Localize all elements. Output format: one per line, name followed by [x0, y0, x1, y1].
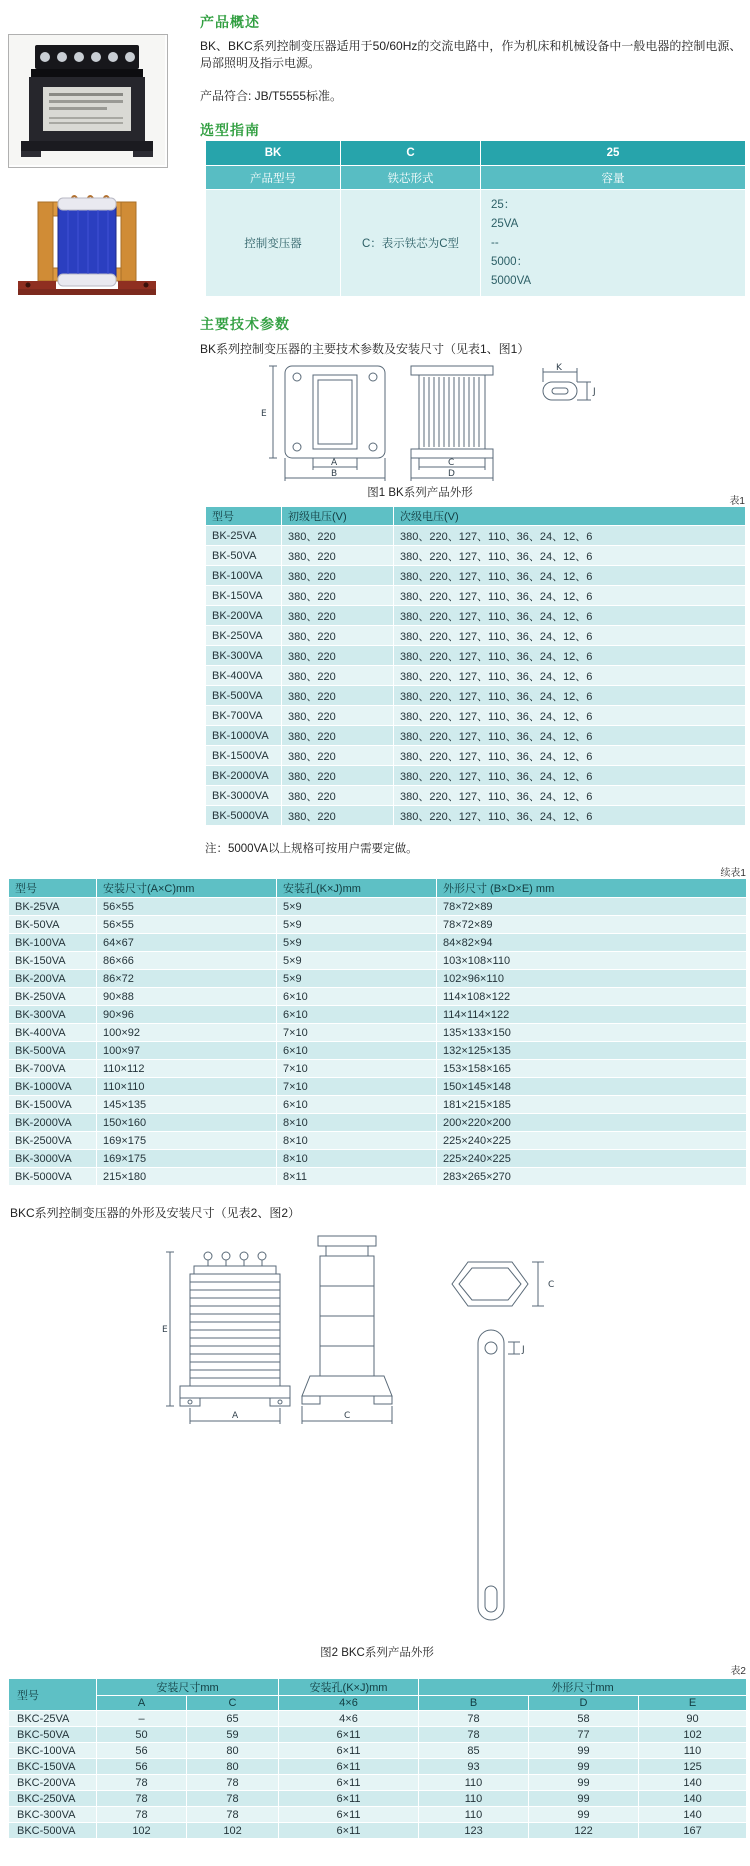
- table-cell: BKC-25VA: [9, 1711, 97, 1727]
- table-cell: 4×6: [279, 1711, 419, 1727]
- column-header-model: 型号: [206, 507, 282, 526]
- table-cell: 6×11: [279, 1791, 419, 1807]
- table-cell: 6×11: [279, 1759, 419, 1775]
- table-cell: BK-1500VA: [206, 746, 282, 766]
- table-row: [9, 1114, 747, 1132]
- table-row: [9, 1791, 747, 1807]
- table-cell: 200×220×200: [437, 1114, 747, 1132]
- table-cell: 380、220、127、110、36、24、12、6: [394, 626, 746, 646]
- table-row: [9, 1006, 747, 1024]
- table-cell: 114×108×122: [437, 988, 747, 1006]
- table-cell: BK-2500VA: [9, 1132, 97, 1150]
- table-row: [9, 1823, 747, 1839]
- selection-subheader-model: 产品型号: [206, 166, 341, 190]
- table-cell: 99: [529, 1743, 639, 1759]
- table-cell: 380、220、127、110、36、24、12、6: [394, 606, 746, 626]
- table-cell: BKC-200VA: [9, 1775, 97, 1791]
- table-cell: 6×11: [279, 1775, 419, 1791]
- table-cell: BK-1000VA: [9, 1078, 97, 1096]
- table-cell: BK-200VA: [206, 606, 282, 626]
- table-cell: 169×175: [97, 1132, 277, 1150]
- table-row: [9, 970, 747, 988]
- selection-value-capacity: [481, 190, 746, 297]
- table-row: [9, 1807, 747, 1823]
- table-cell: 99: [529, 1775, 639, 1791]
- table-cell: 77: [529, 1727, 639, 1743]
- dimension-label: E: [261, 409, 267, 419]
- table-cell: 380、220: [282, 586, 394, 606]
- column-subheader-c: C: [187, 1696, 279, 1711]
- figure2-drawing: [160, 1226, 620, 1634]
- capacity-line: --: [491, 236, 499, 249]
- table-cell: 380、220、127、110、36、24、12、6: [394, 746, 746, 766]
- table-cell: 56×55: [97, 916, 277, 934]
- table-cell: 110: [639, 1743, 747, 1759]
- table-cell: 110: [419, 1775, 529, 1791]
- table-cell: 78×72×89: [437, 898, 747, 916]
- table-cell: BKC-300VA: [9, 1807, 97, 1823]
- table-cell: 90×88: [97, 988, 277, 1006]
- table-cell: 56: [97, 1759, 187, 1775]
- table-row: [206, 806, 746, 826]
- table-cell: 6×11: [279, 1807, 419, 1823]
- table-cell: BKC-500VA: [9, 1823, 97, 1839]
- table2-tag: 表2: [730, 1666, 746, 1677]
- table-cell: 181×215×185: [437, 1096, 747, 1114]
- dimension-label: E: [162, 1325, 168, 1335]
- table-cell: 380、220: [282, 786, 394, 806]
- column-header-model: 型号: [9, 1679, 97, 1711]
- table-cell: 84×82×94: [437, 934, 747, 952]
- table-cell: 99: [529, 1807, 639, 1823]
- table-cell: 85: [419, 1743, 529, 1759]
- capacity-line: 25VA: [491, 217, 519, 230]
- capacity-line: 5000：: [491, 255, 529, 268]
- table-cell: 102: [97, 1823, 187, 1839]
- table-cell: 380、220: [282, 526, 394, 546]
- table-cell: 380、220、127、110、36、24、12、6: [394, 726, 746, 746]
- table-cell: 6×10: [277, 1042, 437, 1060]
- table-cell: BK-250VA: [206, 626, 282, 646]
- table-cell: 225×240×225: [437, 1150, 747, 1168]
- table-cell: 102×96×110: [437, 970, 747, 988]
- table-cell: 145×135: [97, 1096, 277, 1114]
- table-cell: 380、220、127、110、36、24、12、6: [394, 766, 746, 786]
- standard-note: 产品符合: JB/T5555标准。: [200, 89, 343, 103]
- table-cell: 8×10: [277, 1150, 437, 1168]
- table-cell: BK-700VA: [9, 1060, 97, 1078]
- table-cell: 6×10: [277, 1006, 437, 1024]
- table-cell: 122: [529, 1823, 639, 1839]
- table-cell: BK-500VA: [9, 1042, 97, 1060]
- table-cell: 86×66: [97, 952, 277, 970]
- table-cell: BK-2000VA: [206, 766, 282, 786]
- dimension-label: K: [556, 363, 562, 373]
- table-cell: 78: [187, 1807, 279, 1823]
- table-row: [206, 626, 746, 646]
- dimension-label: A: [331, 458, 338, 468]
- dimension-label: D: [448, 469, 455, 479]
- capacity-line: 25：: [491, 198, 516, 211]
- table-cell: 65: [187, 1711, 279, 1727]
- table-cell: 8×10: [277, 1132, 437, 1150]
- dimension-label: C: [344, 1411, 351, 1421]
- column-header-holes: 安装孔(K×J)mm: [279, 1679, 419, 1696]
- table-cell: 380、220: [282, 566, 394, 586]
- table-cell: 58: [529, 1711, 639, 1727]
- table-cell: BK-3000VA: [206, 786, 282, 806]
- table-row: [9, 1727, 747, 1743]
- table-cell: 153×158×165: [437, 1060, 747, 1078]
- table-cell: 225×240×225: [437, 1132, 747, 1150]
- table-cell: 110: [419, 1791, 529, 1807]
- table-cell: 99: [529, 1791, 639, 1807]
- table-cell: 93: [419, 1759, 529, 1775]
- table-cell: 78: [97, 1775, 187, 1791]
- table-cell: BK-1500VA: [9, 1096, 97, 1114]
- table-cell: 380、220: [282, 806, 394, 826]
- selection-value-model: 控制变压器: [206, 190, 341, 297]
- column-header-secondary: 次级电压(V): [394, 507, 746, 526]
- table-body: [206, 526, 746, 826]
- column-subheader-b: B: [419, 1696, 529, 1711]
- figure1-caption: 图1 BK系列产品外形: [367, 487, 473, 499]
- table-cell: 380、220、127、110、36、24、12、6: [394, 586, 746, 606]
- table1-tag: 表1: [729, 496, 745, 507]
- table-cell: BK-400VA: [206, 666, 282, 686]
- table-row: [9, 934, 747, 952]
- table-row: [206, 526, 746, 546]
- table-cell: 102: [639, 1727, 747, 1743]
- table-cell: BK-50VA: [206, 546, 282, 566]
- table-cell: 78: [187, 1791, 279, 1807]
- table-row: [9, 1168, 747, 1186]
- table-header-row: [9, 879, 747, 898]
- table-subheader-row: [9, 1696, 747, 1711]
- table-cell: 380、220: [282, 726, 394, 746]
- table-cell: 7×10: [277, 1060, 437, 1078]
- column-header-mounting: 安装尺寸mm: [97, 1679, 279, 1696]
- selection-header-25: 25: [481, 141, 746, 166]
- table-cell: BK-400VA: [9, 1024, 97, 1042]
- table-cell: 215×180: [97, 1168, 277, 1186]
- column-header-mounting: 安装尺寸(A×C)mm: [97, 879, 277, 898]
- table-cell: BK-300VA: [9, 1006, 97, 1024]
- table-cell: 7×10: [277, 1024, 437, 1042]
- table-cell: 6×10: [277, 988, 437, 1006]
- table-cell: 169×175: [97, 1150, 277, 1168]
- table-cell: BK-300VA: [206, 646, 282, 666]
- column-subheader-e: E: [639, 1696, 747, 1711]
- table-header-row: [206, 507, 746, 526]
- table-cell: BK-500VA: [206, 686, 282, 706]
- column-subheader-hole: 4×6: [279, 1696, 419, 1711]
- table-cell: 380、220、127、110、36、24、12、6: [394, 786, 746, 806]
- table-row: [9, 1024, 747, 1042]
- table-cell: BKC-50VA: [9, 1727, 97, 1743]
- table-row: [9, 1132, 747, 1150]
- table-header-row: [9, 1679, 747, 1696]
- table-cell: 78×72×89: [437, 916, 747, 934]
- table-cell: 6×11: [279, 1823, 419, 1839]
- table1-dimensions: [8, 878, 747, 1186]
- table-row: [9, 1078, 747, 1096]
- table-cell: 380、220: [282, 546, 394, 566]
- table-body: [9, 898, 747, 1186]
- table-cell: BK-150VA: [206, 586, 282, 606]
- table1-electrical: [205, 506, 746, 826]
- dimension-label: C: [548, 1280, 555, 1290]
- table-cell: 8×10: [277, 1114, 437, 1132]
- table-cell: 86×72: [97, 970, 277, 988]
- table-cell: 380、220、127、110、36、24、12、6: [394, 666, 746, 686]
- tech-intro: BK系列控制变压器的主要技术参数及安装尺寸（见表1、图1）: [200, 342, 530, 356]
- table-cell: 110×110: [97, 1078, 277, 1096]
- table-cell: 380、220、127、110、36、24、12、6: [394, 806, 746, 826]
- table-cell: 6×10: [277, 1096, 437, 1114]
- selection-subheader-capacity: 容量: [481, 166, 746, 190]
- table-row: [206, 666, 746, 686]
- table-cell: 283×265×270: [437, 1168, 747, 1186]
- table-cell: BKC-100VA: [9, 1743, 97, 1759]
- table1-note: 注：5000VA以上规格可按用户需要定做。: [205, 843, 418, 855]
- table-row: [206, 646, 746, 666]
- table-cell: 59: [187, 1727, 279, 1743]
- table-row: [9, 1042, 747, 1060]
- table-cell: BK-2000VA: [9, 1114, 97, 1132]
- table-row: [206, 686, 746, 706]
- overview-heading: 产品概述: [200, 14, 260, 30]
- selection-value-row: [206, 190, 746, 297]
- capacity-line: 5000VA: [491, 274, 532, 287]
- table-cell: 100×97: [97, 1042, 277, 1060]
- table-cell: 380、220、127、110、36、24、12、6: [394, 686, 746, 706]
- table-row: [9, 898, 747, 916]
- table-cell: 380、220、127、110、36、24、12、6: [394, 546, 746, 566]
- table-cell: 5×9: [277, 934, 437, 952]
- product-photo-bkc: [8, 186, 166, 304]
- table-cell: 90: [639, 1711, 747, 1727]
- table-cell: BK-250VA: [9, 988, 97, 1006]
- table-cell: 6×11: [279, 1727, 419, 1743]
- table-cell: 110: [419, 1807, 529, 1823]
- table-body: [9, 1711, 747, 1839]
- table-cell: BK-1000VA: [206, 726, 282, 746]
- table-row: [9, 1743, 747, 1759]
- dimension-label: A: [232, 1411, 239, 1421]
- table-row: [9, 952, 747, 970]
- selection-subheader-core: 铁芯形式: [341, 166, 481, 190]
- table-cell: 103×108×110: [437, 952, 747, 970]
- table-cell: BK-150VA: [9, 952, 97, 970]
- table-cell: 80: [187, 1759, 279, 1775]
- table-cell: 123: [419, 1823, 529, 1839]
- bk-transformer-image: [9, 35, 165, 165]
- table-cell: 380、220、127、110、36、24、12、6: [394, 646, 746, 666]
- overview-paragraph: BK、BKC系列控制变压器适用于50/60Hz的交流电路中，作为机床和机械设备中一般电器的控制电源、局部照明及指示电源。: [200, 39, 742, 70]
- table-cell: 78: [419, 1727, 529, 1743]
- selection-subheader-row: [206, 166, 746, 190]
- table-cell: BKC-150VA: [9, 1759, 97, 1775]
- table-cell: 380、220: [282, 626, 394, 646]
- table-cell: 100×92: [97, 1024, 277, 1042]
- table-cell: 380、220: [282, 766, 394, 786]
- table-cell: 5×9: [277, 970, 437, 988]
- table-cell: BK-200VA: [9, 970, 97, 988]
- table-row: [206, 546, 746, 566]
- table-cell: BK-3000VA: [9, 1150, 97, 1168]
- table-cell: 380、220: [282, 666, 394, 686]
- table-cell: BK-700VA: [206, 706, 282, 726]
- table-cell: 114×114×122: [437, 1006, 747, 1024]
- table-cell: 150×160: [97, 1114, 277, 1132]
- table-cell: BK-25VA: [206, 526, 282, 546]
- selection-header-row: [206, 141, 746, 166]
- table-cell: 64×67: [97, 934, 277, 952]
- table-cell: 78: [419, 1711, 529, 1727]
- dimension-label: J: [593, 387, 596, 397]
- table-row: [206, 586, 746, 606]
- table2-bkc-dimensions: [8, 1678, 747, 1839]
- table-row: [206, 746, 746, 766]
- table-cell: 5×9: [277, 898, 437, 916]
- table-row: [9, 1775, 747, 1791]
- table-cell: 140: [639, 1791, 747, 1807]
- bkc-transformer-image: [8, 186, 166, 304]
- column-subheader-d: D: [529, 1696, 639, 1711]
- table-cell: BK-5000VA: [9, 1168, 97, 1186]
- table-row: [9, 1096, 747, 1114]
- table-cell: 80: [187, 1743, 279, 1759]
- table-cell: 380、220、127、110、36、24、12、6: [394, 526, 746, 546]
- selection-header-bk: BK: [206, 141, 341, 166]
- table-cell: 56×55: [97, 898, 277, 916]
- table-cell: 78: [97, 1807, 187, 1823]
- dimension-label: J: [522, 1345, 525, 1355]
- table-cell: 135×133×150: [437, 1024, 747, 1042]
- table-row: [206, 566, 746, 586]
- product-photo-bk: [8, 34, 168, 168]
- table-cell: 380、220: [282, 746, 394, 766]
- table-cell: 6×11: [279, 1743, 419, 1759]
- dimension-label: B: [331, 469, 338, 479]
- table-cell: 90×96: [97, 1006, 277, 1024]
- bkc-intro: BKC系列控制变压器的外形及安装尺寸（见表2、图2）: [10, 1206, 301, 1220]
- table-row: [9, 1759, 747, 1775]
- table-cell: 102: [187, 1823, 279, 1839]
- figure2-dimension-labels: [162, 1280, 554, 1421]
- table-row: [9, 1711, 747, 1727]
- table-cell: –: [97, 1711, 187, 1727]
- table-row: [206, 766, 746, 786]
- table-cell: 140: [639, 1807, 747, 1823]
- table-cell: 380、220: [282, 606, 394, 626]
- tech-params-heading: 主要技术参数: [200, 316, 290, 332]
- table-cell: 110×112: [97, 1060, 277, 1078]
- column-header-primary: 初级电压(V): [282, 507, 394, 526]
- figure2-caption: 图2 BKC系列产品外形: [320, 1647, 434, 1659]
- column-header-model: 型号: [9, 879, 97, 898]
- table1-cont-tag: 续表1: [720, 868, 746, 879]
- table-cell: BK-50VA: [9, 916, 97, 934]
- table-cell: 380、220、127、110、36、24、12、6: [394, 706, 746, 726]
- selection-guide-table: [205, 140, 746, 297]
- table-cell: 99: [529, 1759, 639, 1775]
- column-header-outline: 外形尺寸 (B×D×E) mm: [437, 879, 747, 898]
- table-cell: BK-5000VA: [206, 806, 282, 826]
- table-row: [206, 706, 746, 726]
- table-cell: 50: [97, 1727, 187, 1743]
- table-row: [206, 726, 746, 746]
- table-cell: 380、220: [282, 686, 394, 706]
- table-cell: 132×125×135: [437, 1042, 747, 1060]
- table-cell: 56: [97, 1743, 187, 1759]
- table-cell: 5×9: [277, 916, 437, 934]
- table-cell: BK-25VA: [9, 898, 97, 916]
- table-cell: BK-100VA: [206, 566, 282, 586]
- table-cell: 380、220: [282, 706, 394, 726]
- table-row: [9, 1150, 747, 1168]
- table-cell: BK-100VA: [9, 934, 97, 952]
- table-row: [9, 916, 747, 934]
- table-row: [9, 1060, 747, 1078]
- table-cell: 8×11: [277, 1168, 437, 1186]
- figure1-drawing: [225, 360, 725, 482]
- figure1-dimension-labels: [261, 363, 596, 479]
- selection-header-c: C: [341, 141, 481, 166]
- table-row: [206, 606, 746, 626]
- table-cell: 7×10: [277, 1078, 437, 1096]
- table-cell: 5×9: [277, 952, 437, 970]
- dimension-label: C: [448, 458, 455, 468]
- selection-heading: 选型指南: [200, 122, 260, 138]
- column-header-holes: 安装孔(K×J)mm: [277, 879, 437, 898]
- column-subheader-a: A: [97, 1696, 187, 1711]
- table-cell: BKC-250VA: [9, 1791, 97, 1807]
- table-cell: 125: [639, 1759, 747, 1775]
- selection-value-core: C：表示铁芯为C型: [341, 190, 481, 297]
- table-cell: 78: [97, 1791, 187, 1807]
- table-cell: 380、220、127、110、36、24、12、6: [394, 566, 746, 586]
- table-row: [206, 786, 746, 806]
- table-cell: 140: [639, 1775, 747, 1791]
- table-cell: 78: [187, 1775, 279, 1791]
- table-cell: 167: [639, 1823, 747, 1839]
- table-cell: 150×145×148: [437, 1078, 747, 1096]
- table-row: [9, 988, 747, 1006]
- column-header-outline: 外形尺寸mm: [419, 1679, 747, 1696]
- table-cell: 380、220: [282, 646, 394, 666]
